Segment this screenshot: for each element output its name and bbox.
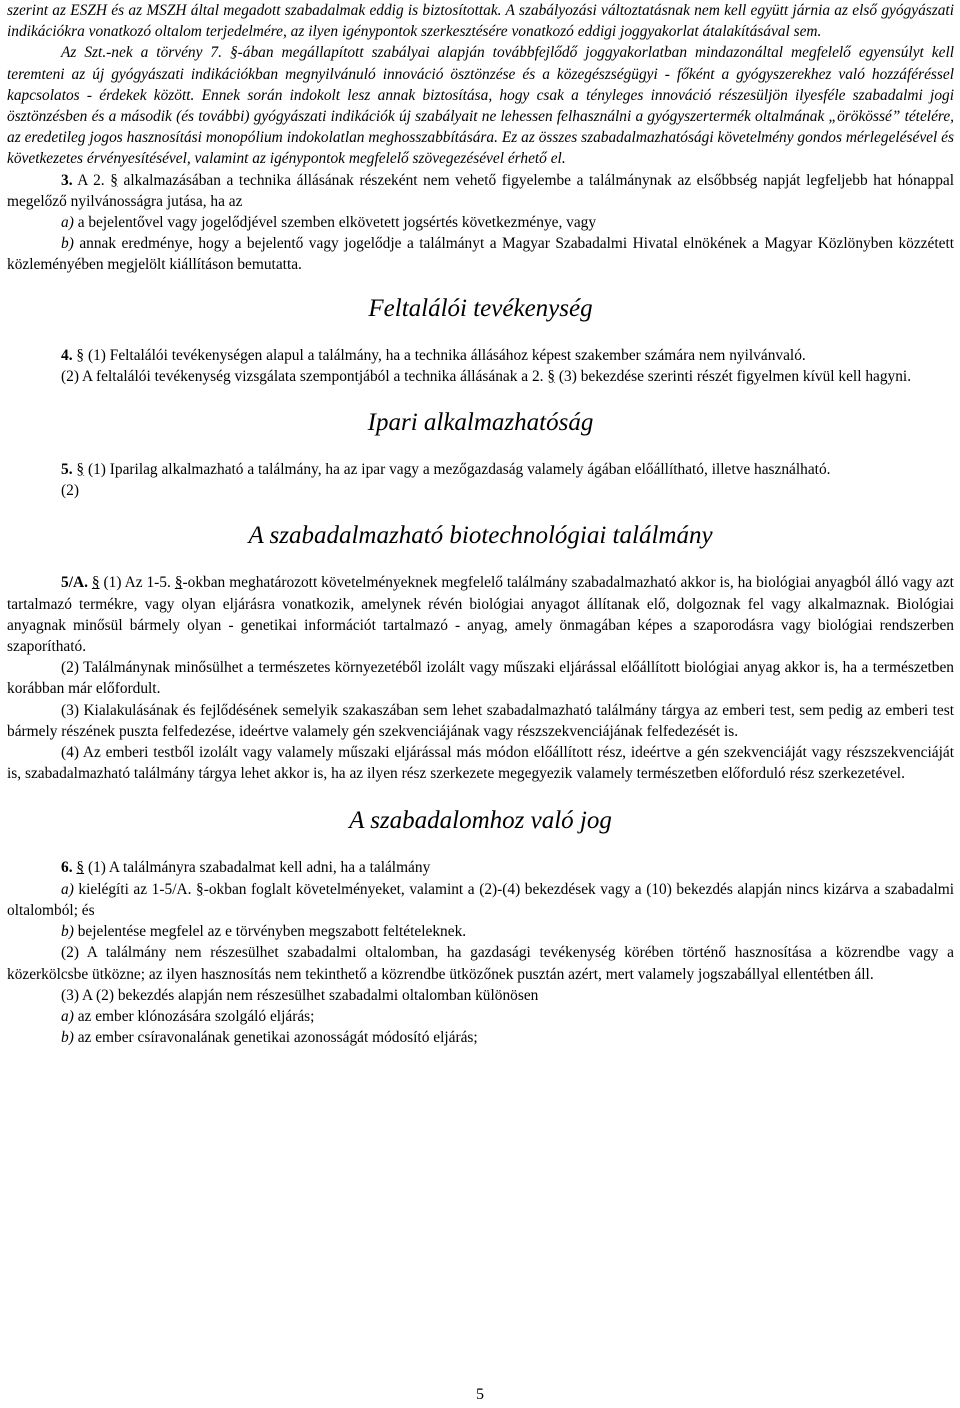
item-label: b) <box>61 1029 74 1047</box>
section-4-p1: (1) Feltalálói tevékenységen alapul a találmány, ha a technika állásához képest szakember számára nem nyilvánvaló. <box>87 346 806 364</box>
section-sign: § <box>76 859 85 877</box>
section-sign: § <box>174 574 183 592</box>
item-label: b) <box>61 923 74 941</box>
section-number: 5/A. <box>61 574 88 592</box>
item-label: a) <box>61 880 74 898</box>
section-6-item-c: az ember klónozására szolgáló eljárás; <box>77 1007 315 1025</box>
section-5-p1: (1) Iparilag alkalmazható a találmány, ha az ipar vagy a mezőgazdaság valamely ágában előállítható, illetve használható. <box>87 461 831 479</box>
section-sign: § <box>547 367 556 385</box>
section-sign: § <box>91 574 100 592</box>
section-sign: § <box>110 171 118 189</box>
section-5 <box>7 459 954 501</box>
section-6 <box>7 857 954 1048</box>
page-number: 5 <box>476 1386 484 1403</box>
section-5a-p3: (3) Kialakulásának és fejlődésének semelyik szakaszában sem lehet szabadalmazható találmány tárgya az emberi test, sem pedig az emberi test bármely részének puszta felfedezése, ideértve valamely gén szekvenciájának vagy részszekvenciájának felfedezését is. <box>7 701 954 740</box>
section-4 <box>7 345 954 387</box>
section-5a-p1-pre: (1) Az 1-5. <box>103 574 171 592</box>
section-3-text: alkalmazásában a technika állásának részeként nem vehető figyelembe a találmánynak az elsőbbség napját legfeljebb hat hónappal megelőző nyilvánosságra jutása, ha az <box>7 171 955 210</box>
section-6-p3: (3) A (2) bekezdés alapján nem részesülhet szabadalmi oltalomban különösen <box>61 986 539 1004</box>
section-sign: § <box>76 346 85 364</box>
section-3 <box>7 170 954 276</box>
section-sign: § <box>196 880 204 898</box>
heading-jog: A szabadalomhoz való jog <box>349 807 612 835</box>
heading-ipari: Ipari alkalmazhatóság <box>367 409 594 437</box>
item-label: a) <box>61 1007 74 1025</box>
section-5-p2: (2) <box>61 482 79 500</box>
section-number: 3. <box>61 171 73 189</box>
item-label: b) <box>61 235 74 253</box>
section-5a-p2: (2) Találmánynak minősülhet a természetes környezetéből izolált vagy műszaki eljárással előállított biológiai anyag akkor is, ha a természetben korábban már előfordult. <box>7 659 954 698</box>
item-label: a) <box>61 214 74 232</box>
intro-paragraph-1: szerint az ESZH és az MSZH által megadott szabadalmak eddig is biztosítottak. A szabályozási változtatásnak nem kell együtt járnia az első gyógyászati indikációkra vonatkozó oltalom terjedelmére, az ilyen igénypontok szerkesztésére vonatkozó eddigi joggyakorlat átalakításával sem. <box>7 2 954 41</box>
section-5a-p4: (4) Az emberi testből izolált vagy valamely műszaki eljárással más módon előállított rész, ideértve a gén szekvenciáját vagy részszekvenciáját is, szabadalmazható találmány tárgya lehet akkor is, ha az ilyen rész szerkezete megegyezik valamely természetben előforduló rész szerkezetével. <box>7 744 954 783</box>
section-4-p2-pre: (2) A feltalálói tevékenység vizsgálata szempontjából a technika állásának a 2. <box>61 367 544 385</box>
section-4-p2-post: (3) bekezdése szerinti részét figyelmen kívül kell hagyni. <box>558 367 912 385</box>
section-6-item-a-pre: kielégíti az 1-5/A. <box>78 880 192 898</box>
section-5a-p1-post: -okban meghatározott követelményeknek megfelelő találmány szabadalmazható akkor is, ha biológiai anyagból álló vagy azt tartalmazó termékre, vagy olyan eljárásra vonatkozik, amelynek révén biológiai anyagot állítanak elő, dolgoznak fel vagy alkalmaznak. Biológiai anyagnak minősül bármely olyan - genetikai információt tartalmazó - anyag, amely önmagában képes a szaporodásra vagy biológiai rendszerben szaporítható. <box>7 574 954 656</box>
intro-block <box>7 0 954 170</box>
heading-feltalaloi: Feltalálói tevékenység <box>368 294 593 322</box>
section-5a <box>7 572 954 784</box>
section-6-item-d: az ember csíravonalának genetikai azonosságát módosító eljárás; <box>77 1029 478 1047</box>
section-number: 6. <box>61 859 73 877</box>
section-number: 5. <box>61 461 73 479</box>
section-3-item-b: annak eredménye, hogy a bejelentő vagy jogelődje a találmányt a Magyar Szabadalmi Hivatal elnökének a Magyar Közlönyben közzétett közleményében megjelölt kiállításon bemutatta. <box>7 235 954 274</box>
intro-paragraph-2: Az Szt.-nek a törvény 7. §-ában megállapított szabályai alapján továbbfejlődő joggyakorlatban mindazonáltal megfelelő egyensúlyt kell teremteni az új gyógyászati indikációkban megnyilvánuló innováció ösztönzése és a közegészségügyi - főként a gyógyszerekhez való hozzáféréssel kapcsolatos - érdekek között. Ennek során indokolt lesz annak biztosítása, hogy csak a tényleges innováció részesüljön ilyesféle szabadalmi jogi ösztönzésben és a második (és további) gyógyászati indikációk új szabályait ne lehessen felhasználni a gyógyszertermék oltalmának „örökössé” tételére, az eredetileg jogos hasznosítási monopólium indokolatlan meghosszabbítására. Ez az összes szabadalmazhatósági követelmény gondos mérlegelésével és következetes érvényesítésével, valamint az igénypontok megfelelő szövegezésével érhető el. <box>7 44 954 168</box>
section-6-p2: (2) A találmány nem részesülhet szabadalmi oltalomban, ha gazdasági tevékenység körében történő hasznosítása a közrendbe vagy a közerkölcsbe ütközne; az ilyen hasznosítás nem tekinthető a közrendbe ütközőnek pusztán azért, mert valamely jogszabállyal ellentétben áll. <box>7 944 954 983</box>
heading-biotech: A szabadalmazható biotechnológiai találmány <box>248 522 713 550</box>
section-6-item-b: bejelentése megfelel az e törvényben megszabott feltételeknek. <box>77 923 467 941</box>
section-6-p1: (1) A találmányra szabadalmat kell adni, ha a találmány <box>87 859 431 877</box>
section-sign: § <box>76 461 85 479</box>
section-6-item-a-post: -okban foglalt követelményeket, valamint a (2)-(4) bekezdések vagy a (10) bekezdés alapján nincs kizárva a szabadalmi oltalomból; és <box>7 880 954 919</box>
section-3-ref: A 2. <box>77 171 105 189</box>
document-page <box>7 0 954 1048</box>
section-3-item-a: a bejelentővel vagy jogelődjével szemben elkövetett jogsértés következménye, vagy <box>77 214 597 232</box>
section-number: 4. <box>61 346 73 364</box>
